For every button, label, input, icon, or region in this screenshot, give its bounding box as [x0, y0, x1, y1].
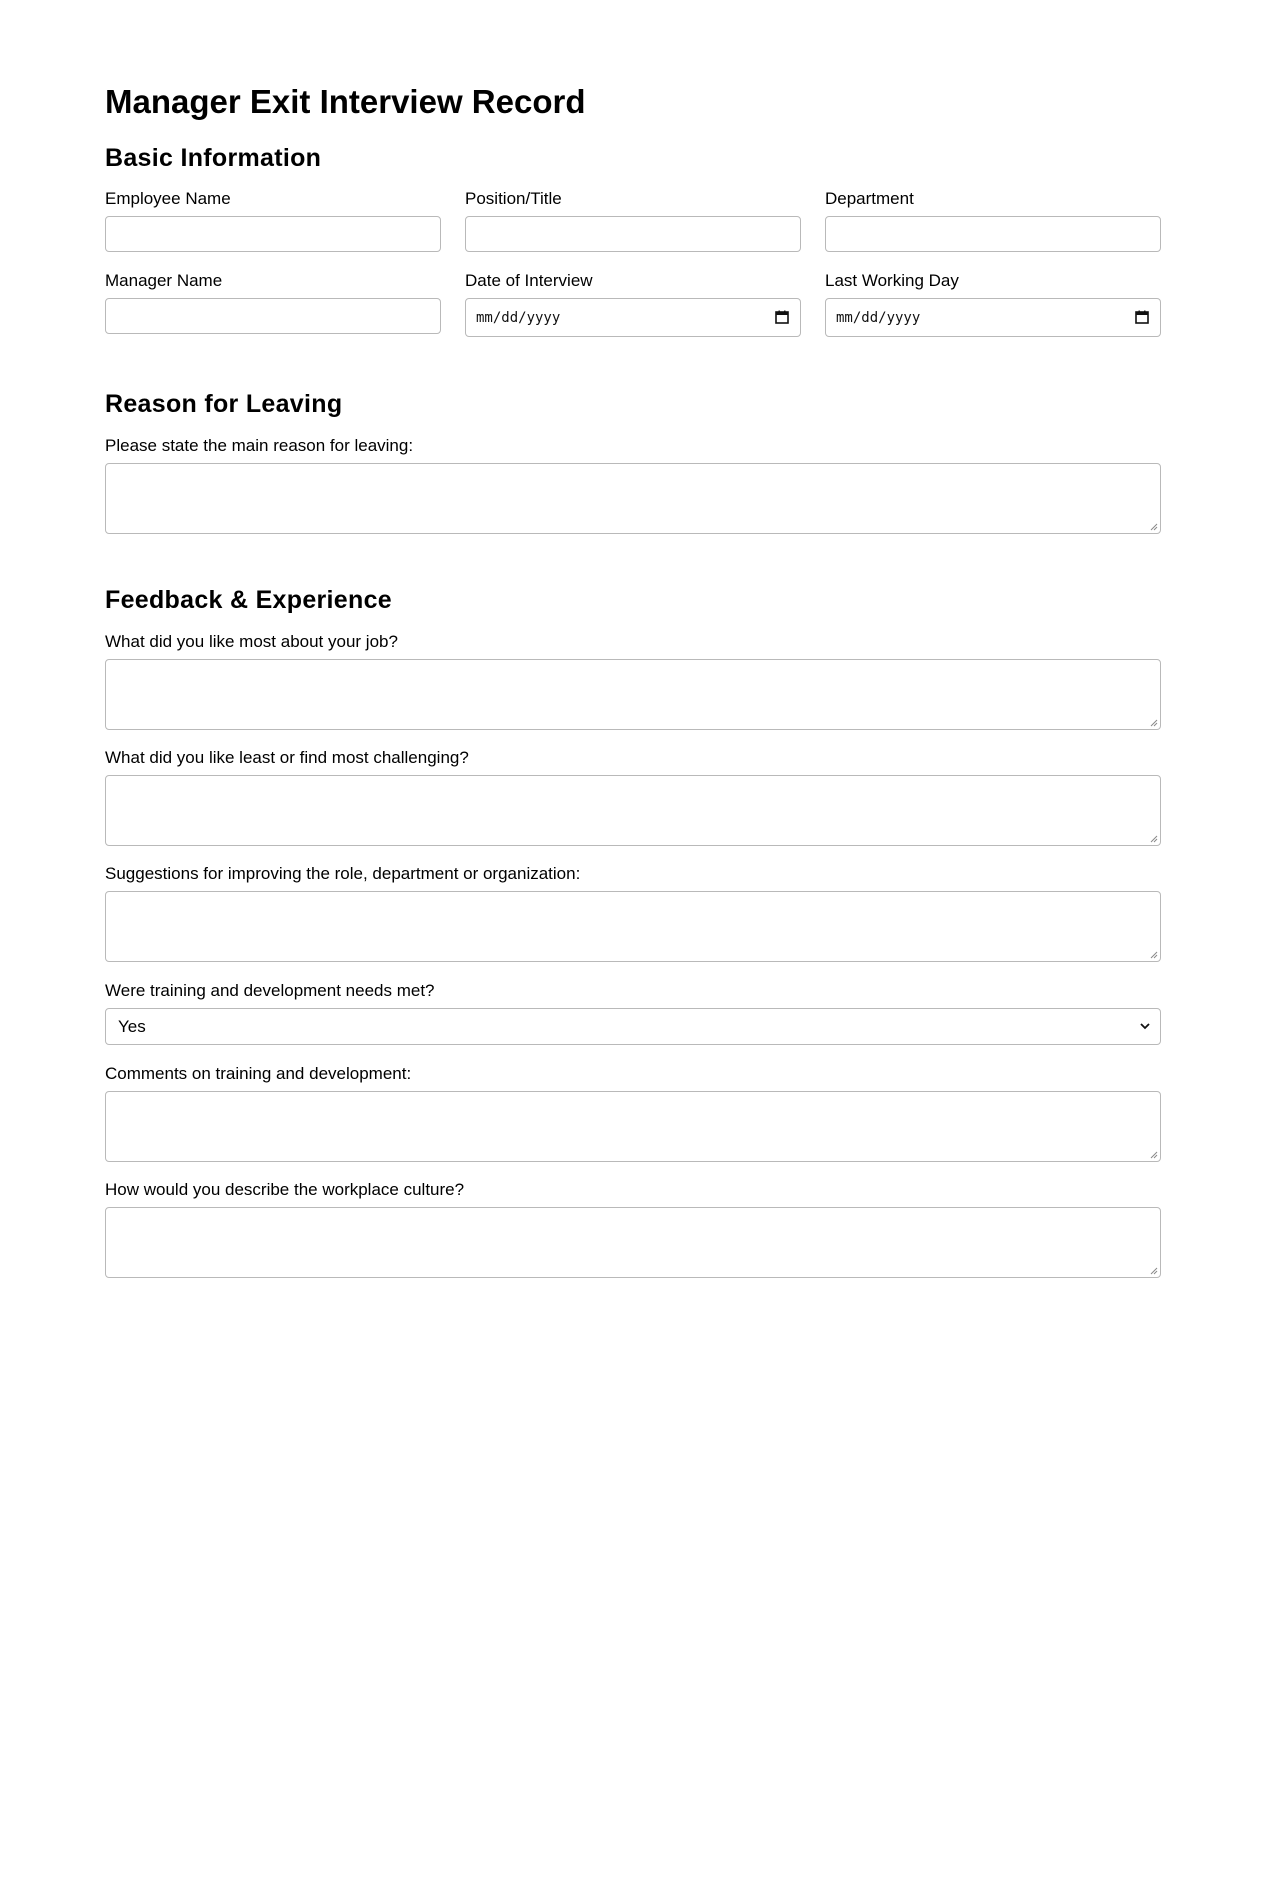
liked-most-textarea[interactable] — [105, 659, 1161, 730]
liked-most-label: What did you like most about your job? — [105, 632, 398, 651]
interview-date-input[interactable] — [465, 298, 801, 337]
section-heading-reason-for-leaving: Reason for Leaving — [105, 390, 343, 418]
position-title-input[interactable] — [465, 216, 801, 252]
calendar-icon[interactable] — [1135, 310, 1149, 324]
position-title-label: Position/Title — [465, 189, 562, 208]
manager-name-input[interactable] — [105, 298, 441, 334]
section-heading-basic-information: Basic Information — [105, 144, 322, 172]
training-met-label: Were training and development needs met? — [105, 981, 435, 1000]
employee-name-label: Employee Name — [105, 189, 231, 208]
resize-handle-icon[interactable] — [1150, 1267, 1158, 1275]
training-comments-textarea[interactable] — [105, 1091, 1161, 1162]
resize-handle-icon[interactable] — [1150, 951, 1158, 959]
department-input[interactable] — [825, 216, 1161, 252]
last-working-day-placeholder: mm/dd/yyyy — [836, 310, 921, 326]
suggestions-label: Suggestions for improving the role, department or organization: — [105, 864, 581, 883]
manager-name-label: Manager Name — [105, 271, 223, 290]
main-reason-label: Please state the main reason for leaving: — [105, 436, 414, 455]
page-title: Manager Exit Interview Record — [105, 83, 586, 120]
section-heading-feedback-experience: Feedback & Experience — [105, 586, 392, 614]
resize-handle-icon[interactable] — [1150, 719, 1158, 727]
interview-date-label: Date of Interview — [465, 271, 593, 290]
training-comments-label: Comments on training and development: — [105, 1064, 412, 1083]
resize-handle-icon[interactable] — [1150, 523, 1158, 531]
interview-date-placeholder: mm/dd/yyyy — [476, 310, 561, 326]
department-label: Department — [825, 189, 914, 208]
chevron-down-icon[interactable] — [1140, 1022, 1150, 1030]
resize-handle-icon[interactable] — [1150, 1151, 1158, 1159]
last-working-day-input[interactable] — [825, 298, 1161, 337]
training-met-selected-value: Yes — [118, 1017, 146, 1036]
resize-handle-icon[interactable] — [1150, 835, 1158, 843]
liked-least-textarea[interactable] — [105, 775, 1161, 846]
main-reason-textarea[interactable] — [105, 463, 1161, 534]
employee-name-input[interactable] — [105, 216, 441, 252]
workplace-culture-textarea[interactable] — [105, 1207, 1161, 1278]
workplace-culture-label: How would you describe the workplace culture? — [105, 1180, 465, 1199]
training-met-select[interactable] — [105, 1008, 1161, 1045]
calendar-icon[interactable] — [775, 310, 789, 324]
liked-least-label: What did you like least or find most challenging? — [105, 748, 469, 767]
last-working-day-label: Last Working Day — [825, 271, 959, 290]
suggestions-textarea[interactable] — [105, 891, 1161, 962]
